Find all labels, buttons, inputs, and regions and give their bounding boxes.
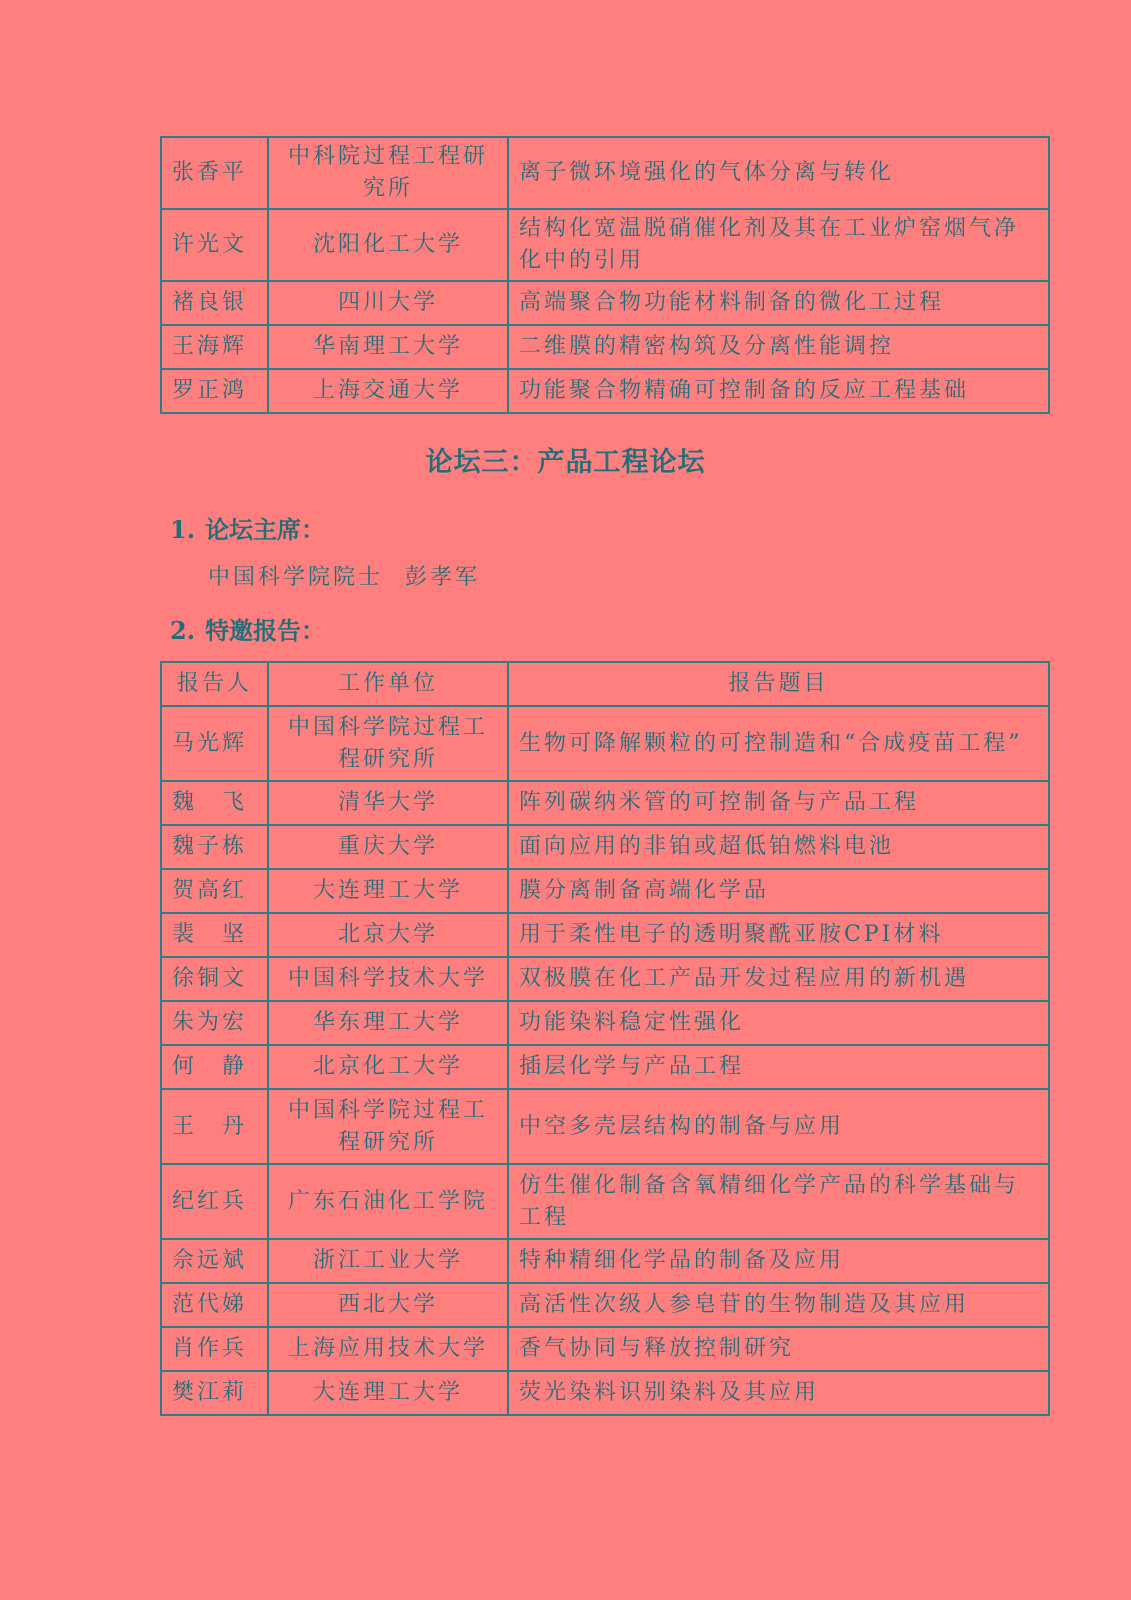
speaker-name: 罗正鸿 bbox=[161, 369, 268, 413]
speaker-unit: 清华大学 bbox=[268, 781, 508, 825]
header-speaker: 报告人 bbox=[161, 662, 268, 706]
speaker-name: 何 静 bbox=[161, 1045, 268, 1089]
speaker-unit: 重庆大学 bbox=[268, 825, 508, 869]
table-row bbox=[161, 869, 1049, 913]
table-row bbox=[161, 281, 1049, 325]
reports-heading-number: 2. bbox=[170, 616, 196, 645]
speaker-unit: 北京化工大学 bbox=[268, 1045, 508, 1089]
header-topic: 报告题目 bbox=[508, 662, 1049, 706]
table-row bbox=[161, 325, 1049, 369]
speaker-unit: 沈阳化工大学 bbox=[268, 209, 508, 281]
speaker-name: 纪红兵 bbox=[161, 1164, 268, 1239]
table-row bbox=[161, 1164, 1049, 1239]
speaker-unit: 西北大学 bbox=[268, 1283, 508, 1327]
chair-title: 中国科学院院士 bbox=[208, 565, 384, 590]
report-topic: 生物可降解颗粒的可控制造和“合成疫苗工程” bbox=[508, 706, 1049, 781]
speaker-name: 肖作兵 bbox=[161, 1327, 268, 1371]
chair-heading-number: 1. bbox=[170, 515, 196, 544]
report-topic: 高端聚合物功能材料制备的微化工过程 bbox=[508, 281, 1049, 325]
report-topic: 面向应用的非铂或超低铂燃料电池 bbox=[508, 825, 1049, 869]
speaker-unit: 上海应用技术大学 bbox=[268, 1327, 508, 1371]
section-title: 论坛三：产品工程论坛 bbox=[425, 447, 706, 478]
table-row bbox=[161, 1327, 1049, 1371]
report-topic: 离子微环境强化的气体分离与转化 bbox=[508, 137, 1049, 209]
table-row bbox=[161, 706, 1049, 781]
header-unit: 工作单位 bbox=[268, 662, 508, 706]
speaker-name: 贺高红 bbox=[161, 869, 268, 913]
report-topic: 功能聚合物精确可控制备的反应工程基础 bbox=[508, 369, 1049, 413]
speaker-name: 王 丹 bbox=[161, 1089, 268, 1164]
chair-heading bbox=[170, 510, 325, 545]
report-topic: 结构化宽温脱硝催化剂及其在工业炉窑烟气净化中的引用 bbox=[508, 209, 1049, 281]
speaker-unit: 大连理工大学 bbox=[268, 869, 508, 913]
report-topic: 中空多壳层结构的制备与应用 bbox=[508, 1089, 1049, 1164]
table-row bbox=[161, 369, 1049, 413]
report-topic: 香气协同与释放控制研究 bbox=[508, 1327, 1049, 1371]
forum-two-speakers-table bbox=[160, 136, 1050, 414]
report-topic: 膜分离制备高端化学品 bbox=[508, 869, 1049, 913]
speaker-name: 裴 坚 bbox=[161, 913, 268, 957]
table-row bbox=[161, 825, 1049, 869]
table-row bbox=[161, 137, 1049, 209]
speaker-name: 王海辉 bbox=[161, 325, 268, 369]
table-row bbox=[161, 1371, 1049, 1415]
report-topic: 功能染料稳定性强化 bbox=[508, 1001, 1049, 1045]
speaker-unit: 浙江工业大学 bbox=[268, 1239, 508, 1283]
reports-heading-label: 特邀报告： bbox=[205, 616, 326, 645]
table-header-row bbox=[161, 662, 1049, 706]
report-topic: 高活性次级人参皂苷的生物制造及其应用 bbox=[508, 1283, 1049, 1327]
report-topic: 二维膜的精密构筑及分离性能调控 bbox=[508, 325, 1049, 369]
chair-heading-label: 论坛主席： bbox=[205, 515, 326, 544]
report-topic: 荧光染料识别染料及其应用 bbox=[508, 1371, 1049, 1415]
speaker-unit: 大连理工大学 bbox=[268, 1371, 508, 1415]
speaker-name: 徐铜文 bbox=[161, 957, 268, 1001]
speaker-name: 范代娣 bbox=[161, 1283, 268, 1327]
speaker-unit: 广东石油化工学院 bbox=[268, 1164, 508, 1239]
table-row bbox=[161, 209, 1049, 281]
table-row bbox=[161, 1089, 1049, 1164]
report-topic: 仿生催化制备含氧精细化学产品的科学基础与工程 bbox=[508, 1164, 1049, 1239]
reports-heading bbox=[170, 611, 325, 646]
speaker-unit: 上海交通大学 bbox=[268, 369, 508, 413]
speaker-unit: 华东理工大学 bbox=[268, 1001, 508, 1045]
speaker-name: 魏子栋 bbox=[161, 825, 268, 869]
report-topic: 阵列碳纳米管的可控制备与产品工程 bbox=[508, 781, 1049, 825]
table-row bbox=[161, 1045, 1049, 1089]
speaker-unit: 中国科学院过程工程研究所 bbox=[268, 1089, 508, 1164]
chair-line bbox=[208, 560, 480, 591]
report-topic: 用于柔性电子的透明聚酰亚胺CPI材料 bbox=[508, 913, 1049, 957]
speaker-unit: 北京大学 bbox=[268, 913, 508, 957]
speaker-unit: 中科院过程工程研究所 bbox=[268, 137, 508, 209]
speaker-name: 朱为宏 bbox=[161, 1001, 268, 1045]
speaker-unit: 四川大学 bbox=[268, 281, 508, 325]
table-row bbox=[161, 913, 1049, 957]
speaker-name: 马光辉 bbox=[161, 706, 268, 781]
speaker-name: 张香平 bbox=[161, 137, 268, 209]
report-topic: 插层化学与产品工程 bbox=[508, 1045, 1049, 1089]
table-row bbox=[161, 781, 1049, 825]
table-row bbox=[161, 1283, 1049, 1327]
speaker-unit: 华南理工大学 bbox=[268, 325, 508, 369]
forum-three-speakers-table bbox=[160, 661, 1050, 1416]
speaker-name: 褚良银 bbox=[161, 281, 268, 325]
chair-name: 彭孝军 bbox=[405, 565, 481, 590]
speaker-name: 佘远斌 bbox=[161, 1239, 268, 1283]
speaker-name: 魏 飞 bbox=[161, 781, 268, 825]
table-row bbox=[161, 957, 1049, 1001]
table-row bbox=[161, 1239, 1049, 1283]
report-topic: 特种精细化学品的制备及应用 bbox=[508, 1239, 1049, 1283]
speaker-unit: 中国科学院过程工程研究所 bbox=[268, 706, 508, 781]
speaker-name: 樊江莉 bbox=[161, 1371, 268, 1415]
report-topic: 双极膜在化工产品开发过程应用的新机遇 bbox=[508, 957, 1049, 1001]
table-row bbox=[161, 1001, 1049, 1045]
speaker-unit: 中国科学技术大学 bbox=[268, 957, 508, 1001]
speaker-name: 许光文 bbox=[161, 209, 268, 281]
